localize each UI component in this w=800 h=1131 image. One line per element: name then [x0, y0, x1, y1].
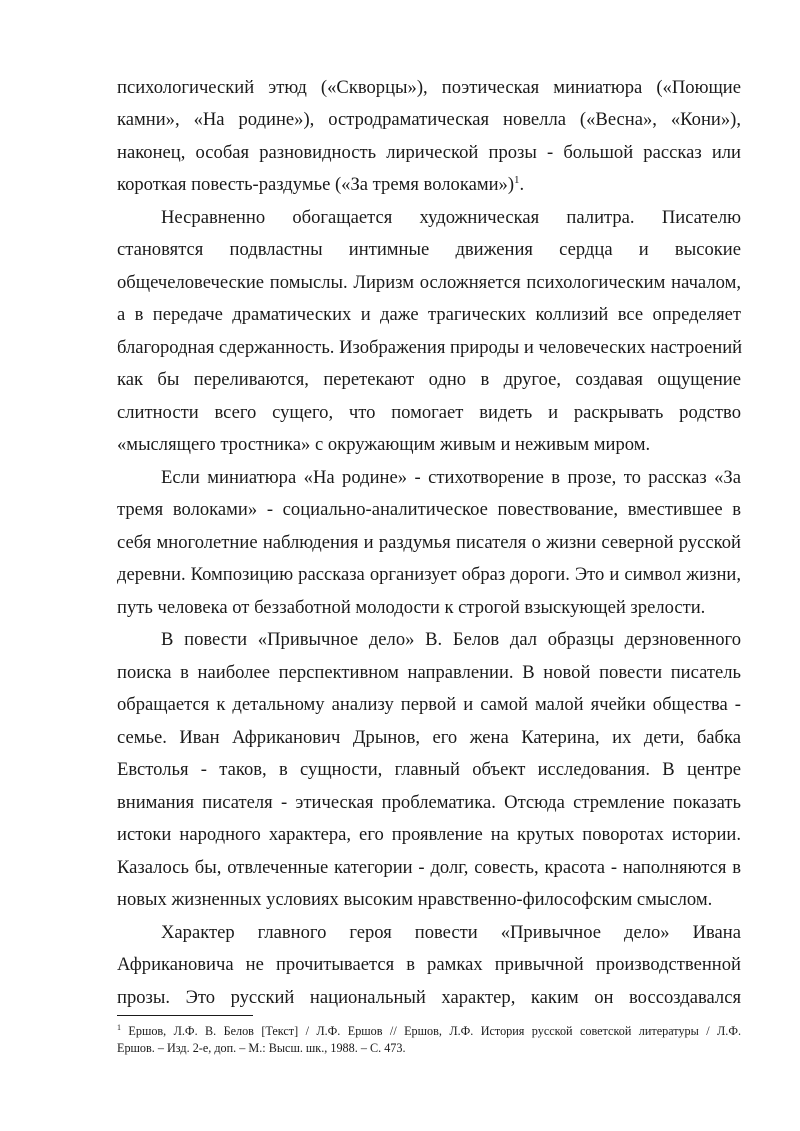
text-line: короткая повесть-раздумье («За тремя волоками»)$^1$.: [117, 173, 525, 195]
text-line: Африкановича не прочитывается в рамках привычной производственной: [117, 954, 741, 975]
text-line: «мыслящего тростника» с окружающим живым и неживым миром.: [117, 434, 651, 455]
text-line: внимания писателя - этическая проблематика. Отсюда стремление показать: [117, 792, 741, 813]
text-line: Евстолья - таков, в сущности, главный объект исследования. В центре: [117, 759, 741, 780]
text-line: истоки народного характера, его проявление на крутых поворотах истории.: [117, 824, 741, 845]
paragraph-first-line: Если миниатюра «На родине» - стихотворение в прозе, то рассказ «За: [161, 467, 741, 488]
text-line: деревни. Композицию рассказа организует образ дороги. Это и символ жизни,: [117, 564, 741, 585]
footnote-marker: 1: [117, 1022, 121, 1032]
text-line: новых жизненных условиях высоким нравственно-философским смыслом.: [117, 889, 713, 910]
text-line: прозы. Это русский национальный характер, каким он воссоздавался: [117, 987, 741, 1008]
footnote-separator: [117, 1015, 253, 1016]
text-line: обращается к детальному анализу первой и самой малой ячейки общества -: [117, 694, 741, 715]
text-line: поиска в наиболее перспективном направлении. В новой повести писатель: [117, 662, 741, 683]
text-line: Казалось бы, отвлеченные категории - долг, совесть, красота - наполняются в: [117, 857, 741, 878]
text-line: благородная сдержанность. Изображения природы и человеческих настроений: [117, 337, 743, 358]
text-line: тремя волоками» - социально-аналитическое повествование, вместившее в: [117, 499, 741, 520]
footnote-text: Ершов, Л.Ф. В. Белов [Текст] / Л.Ф. Ершов // Ершов, Л.Ф. История русской советской литературы / Л.Ф.: [128, 1024, 742, 1038]
text-line: семье. Иван Африканович Дрынов, его жена Катерина, их дети, бабка: [117, 727, 741, 748]
text-line: как бы переливаются, перетекают одно в другое, создавая ощущение: [117, 369, 741, 390]
text-line: слитности всего сущего, что помогает видеть и раскрывать родство: [117, 402, 741, 423]
text-line: становятся подвластны интимные движения сердца и высокие: [117, 239, 741, 260]
text-line: общечеловеческие помыслы. Лиризм осложняется психологическим началом,: [117, 272, 741, 293]
text-line: себя многолетние наблюдения и раздумья писателя о жизни северной русской: [117, 532, 741, 553]
paragraph-first-line: Характер главного героя повести «Привычное дело» Ивана: [161, 922, 741, 943]
text-line: камни», «На родине»), остродраматическая новелла («Весна», «Кони»),: [117, 109, 741, 130]
paragraph-first-line: В повести «Привычное дело» В. Белов дал образцы дерзновенного: [161, 629, 741, 650]
text-line: путь человека от беззаботной молодости к строгой взыскующей зрелости.: [117, 597, 706, 618]
text-line: а в передаче драматических и даже трагических коллизий все определяет: [117, 304, 741, 325]
text-line-content: короткая повесть-раздумье («За тремя волоками»): [117, 174, 515, 195]
footnote-ref: 1: [514, 173, 520, 186]
text-line: наконец, особая разновидность лирической прозы - большой рассказ или: [117, 142, 741, 163]
footnote-line: Ершов. – Изд. 2-е, доп. – М.: Высш. шк., 1988. – С. 473.: [117, 1041, 406, 1055]
text-line: психологический этюд («Скворцы»), поэтическая миниатюра («Поющие: [117, 77, 741, 98]
footnote-line: [117, 1023, 741, 1039]
paragraph-first-line: Несравненно обогащается художническая палитра. Писателю: [161, 207, 741, 228]
